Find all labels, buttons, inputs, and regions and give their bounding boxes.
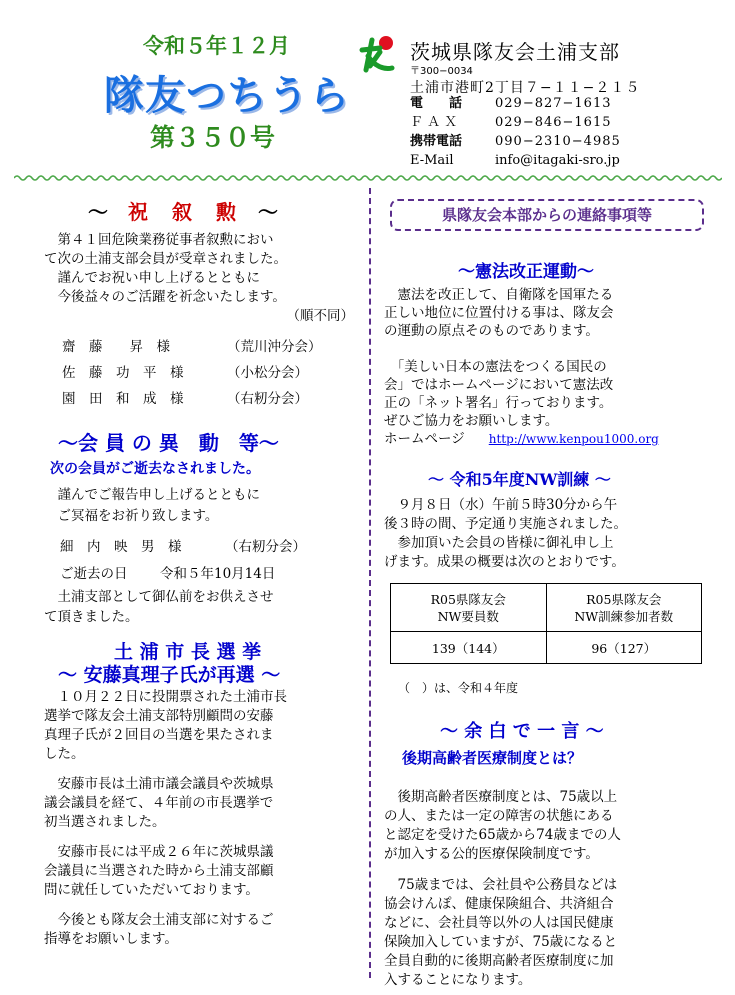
hq-notice-box: 県隊友会本部からの連絡事項等 bbox=[390, 199, 704, 231]
constitution-heading: 〜憲法改正運動〜 bbox=[458, 262, 594, 282]
nw-table-note: （ ）は、令和４年度 bbox=[398, 681, 519, 695]
table-cell: 139（144） bbox=[391, 632, 547, 664]
issue-number: 第３５０号 bbox=[150, 123, 276, 152]
award-heading: 〜 祝 叙 勲 〜 bbox=[88, 200, 278, 224]
nw-results-table bbox=[390, 583, 702, 664]
recipient-row: 佐 藤 功 平 様 （小松分会） bbox=[62, 365, 308, 381]
column-text: 後期高齢者医療制度とは、75歳以上 の人、または一定の障害の状態にある と認定を受けた65歳から74歳までの人 が加入する公的医療保険制度です。 75歳までは、会社員や公務員などは 協会けんぽ、健康保険組合、共済組合 などに、会社員等以外の人は国民健康 保険加入していますが、75歳になると 全員自動的に後期高齢者医療制度に加 入することになります。 bbox=[384, 789, 621, 988]
recipient-row: 齋 藤 昇 様 （荒川沖分会） bbox=[62, 339, 322, 355]
table-cell: 96（127） bbox=[546, 632, 702, 664]
header-divider bbox=[14, 168, 722, 178]
election-subheading: 〜 安藤真理子氏が再選 〜 bbox=[58, 664, 281, 686]
postal-code: 〒300−0034 bbox=[410, 66, 473, 77]
constitution-text: 憲法を改正して、自衛隊を国軍たる 正しい地位に位置付ける事は、隊友会 の運動の原点そのものであります。 「美しい日本の憲法をつくる国民の 会」ではホームページにおいて憲法改 正の「ネット署名」行っております。 ぜひご協力をお願いします。 ホームページ http://www.kenpou1000.org bbox=[384, 287, 659, 447]
deceased-date: ご逝去の日 令和５年10月14日 bbox=[60, 566, 276, 582]
nw-text: ９月８日（水）午前５時30分から午 後３時の間、予定通り実施されました。 参加頂いた会員の皆様に御礼申し上 げます。成果の概要は次のとおりです。 bbox=[384, 497, 627, 570]
members-heading: 〜会 員 の 異 動 等〜 bbox=[58, 431, 279, 455]
column-divider bbox=[369, 188, 371, 978]
contact-email: E-Mail info@itagaki-sro.jp bbox=[410, 153, 620, 168]
issue-date: 令和５年１２月 bbox=[143, 34, 290, 58]
members-closing: 土浦支部として御仏前をお供えさせ て頂きました。 bbox=[44, 589, 274, 625]
column-heading: 〜 余 白 で 一 言 〜 bbox=[440, 721, 604, 742]
column-subheading: 後期高齢者医療制度とは？ bbox=[402, 749, 583, 767]
organization-name: 茨城県隊友会土浦支部 bbox=[410, 40, 620, 64]
address: 土浦市港町2丁目７−１１−２１５ bbox=[410, 80, 641, 96]
homepage-link[interactable]: http://www.kenpou1000.org bbox=[488, 432, 659, 446]
table-header: R05県隊友会 NW要員数 bbox=[391, 584, 547, 632]
contact-list bbox=[410, 94, 621, 170]
contact-phone: 電 話 029−827−1613 bbox=[410, 96, 612, 111]
contact-fax: Ｆ Ａ Ｘ 029−846−1615 bbox=[410, 115, 612, 130]
award-text: 第４１回危険業務従事者叙勲におい て次の土浦支部会員が受章されました。 謹んでお祝い申し上げるとともに 今後益々のご活躍を祈念いたします。 （順不同） bbox=[44, 232, 354, 324]
table-header: R05県隊友会 NW訓練参加者数 bbox=[546, 584, 702, 632]
nw-heading: 〜 令和5年度NW訓練 〜 bbox=[428, 470, 611, 489]
members-text: 謹んでご報告申し上げるとともに ご冥福をお祈り致します。 細 内 映 男 様 （右籾分会） ご逝去の日 令和５年10月14日 bbox=[44, 485, 306, 585]
recipient-row: 園 田 和 成 様 （右籾分会） bbox=[62, 391, 308, 407]
contact-mobile: 携帯電話 090−2310−4985 bbox=[410, 134, 621, 149]
homepage-row: ホームページ http://www.kenpou1000.org bbox=[384, 431, 659, 447]
taiyukai-logo-icon bbox=[356, 32, 398, 74]
election-text: １０月２２日に投開票された土浦市長 選挙で隊友会土浦支部特別顧問の安藤 真理子氏が２回目の当選を果たされま した。 安藤市長は土浦市議会議員や茨城県 議会議員を経て、４年前の市長選挙で 初当選されました。 安藤市長には平成２６年に茨城県議 会議員に当選された時から土浦支部顧 問に就任していただいております。 今後とも隊友会土浦支部に対するご 指導をお願いします。 bbox=[44, 689, 287, 947]
deceased-row: 細 内 映 男 様 （右籾分会） bbox=[60, 539, 306, 555]
election-heading: 土 浦 市 長 選 挙 bbox=[114, 641, 262, 663]
members-subheading: 次の会員がご逝去なされました。 bbox=[50, 461, 260, 477]
award-recipients bbox=[62, 334, 322, 412]
newsletter-title: 隊友つちうら bbox=[104, 73, 350, 119]
